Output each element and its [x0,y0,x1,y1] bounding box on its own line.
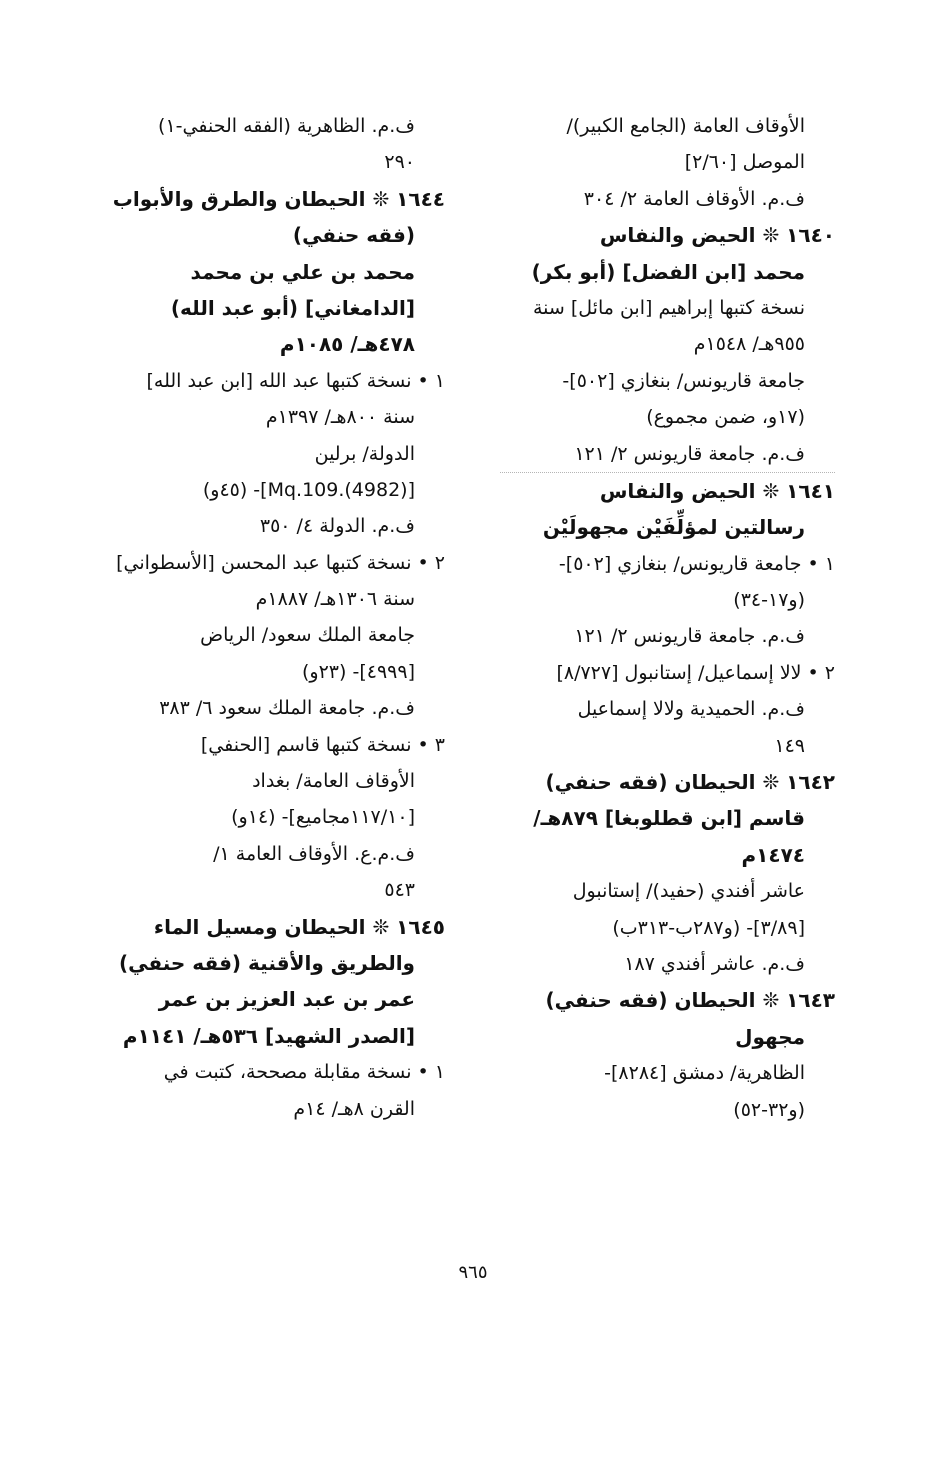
text-line: محمد [ابن الفضل] (أبو بكر) [531,259,805,284]
text-line: نسخة كتبها إبراهيم [ابن مائل] سنة [532,296,805,319]
text-line: ف.م. الدولة ٤/ ٣٥٠ [259,515,415,538]
text-line: ٥٤٣ [384,879,415,902]
text-line: (و١٧-٣٤) [733,589,805,612]
text-line: [٤٩٩٩]- (٢٣و) [302,660,415,683]
text-line: الموصل [٢/٦٠] [684,151,805,174]
text-line: ١٦٤٤ ❊ الحيطان والطرق والأبواب [112,186,445,211]
text-line: محمد بن علي بن محمد [190,259,415,284]
text-line: [الصدر الشهيد] ٥٣٦هـ/ ١١٤١م [122,1023,415,1048]
text-line: ٩٥٥هـ/ ١٥٤٨م [693,333,805,356]
text-line: ١٦٤٣ ❊ الحيطان (فقه حنفي) [545,988,835,1013]
text-line: ف.م. جامعة الملك سعود ٦/ ٣٨٣ [159,697,415,720]
text-line: ٢ • نسخة كتبها عبد المحسن [الأسطواني] [116,551,445,574]
text-line: قاسم [ابن قطلوبغا] ٨٧٩هـ/ [533,806,805,831]
text-line: ١٦٤٥ ❊ الحيطان ومسيل الماء [153,914,445,939]
text-line: [١١٧/١٠مجاميع]- (١٤و) [231,806,415,829]
text-line: ف.م. جامعة قاريونس ٢/ ١٢١ [574,625,805,648]
text-line: ١٦٤١ ❊ الحيض والنفاس [500,472,835,509]
text-line: ٢٩٠ [384,151,415,174]
text-line: [الدامغاني] (أبو عبد الله) [170,295,415,320]
text-line: ١٦٤٠ ❊ الحيض والنفاس [599,223,835,248]
text-line: ٣ • نسخة كتبها قاسم [الحنفي] [200,733,445,756]
text-line: ٤٧٨هـ/ ١٠٨٥م [279,332,415,357]
text-line: الأوقاف العامة/ بغداد [252,770,415,793]
text-line: جامعة قاريونس/ بنغازي [٥٠٢]- [562,369,805,392]
text-line: [Mq.109.(4982)]- (٤٥و) [202,478,415,501]
text-line: ف.م. الظاهرية (الفقه الحنفي-١) [158,115,415,137]
text-line: مجهول [735,1024,805,1049]
text-line: ف.م. جامعة قاريونس ٢/ ١٢١ [574,442,805,465]
text-line: ١٤٩ [774,734,805,757]
text-line: ١ • جامعة قاريونس/ بنغازي [٥٠٢]- [558,552,835,575]
text-line: القرن ٨هـ/ ١٤م [293,1097,415,1120]
text-line: عاشر أفندي (حفيد)/ إستانبول [572,880,805,903]
text-line: الأوقاف العامة (الجامع الكبير)/ [566,115,805,137]
text-line: سنة ٨٠٠هـ/ ١٣٩٧م [265,406,415,429]
text-line: ١ • نسخة مقابلة مصححة، كتبت في [163,1061,445,1084]
text-line: (١٧و، ضمن مجموع) [646,406,805,429]
text-line: (و٣٢-٥٢) [733,1098,805,1121]
page-number: ٩٦٥ [458,1262,488,1283]
text-line: جامعة الملك سعود/ الرياض [200,624,415,647]
text-line: [٣/٨٩]- (و٢٨٧ب-٣١٣ب) [612,916,805,939]
text-line: الدولة/ برلين [314,442,415,465]
right-column [500,108,835,1128]
text-line: ف.م. عاشر أفندي ١٨٧ [624,952,805,975]
text-line: رسالتين لمؤلِّفَيْن مجهولَيْن [542,515,805,540]
text-line: الظاهرية/ دمشق [٨٢٨٤]- [604,1062,805,1085]
text-line: ف.م. الأوقاف العامة ٢/ ٣٠٤ [583,187,805,210]
text-line: والطريق والأقنية (فقه حنفي) [119,950,415,975]
text-line: ١ • نسخة كتبها عبد الله [ابن عبد الله] [146,369,445,392]
text-line: ف.م.ع. الأوقاف العامة ١/ [213,842,415,865]
text-line: عمر بن عبد العزيز بن عمر [158,987,415,1012]
text-line: (فقه حنفي) [292,223,415,248]
text-line: ١٦٤٢ ❊ الحيطان (فقه حنفي) [545,770,835,795]
text-line: ف.م. الحميدية ولالا إسماعيل [577,698,805,721]
text-line: سنة ١٣٠٦هـ/ ١٨٨٧م [255,588,415,611]
text-line: ١٤٧٤م [741,842,805,867]
text-line: ٢ • لالا إسماعيل/ إستانبول [٨/٧٢٧] [556,661,835,684]
left-column [110,108,445,1127]
